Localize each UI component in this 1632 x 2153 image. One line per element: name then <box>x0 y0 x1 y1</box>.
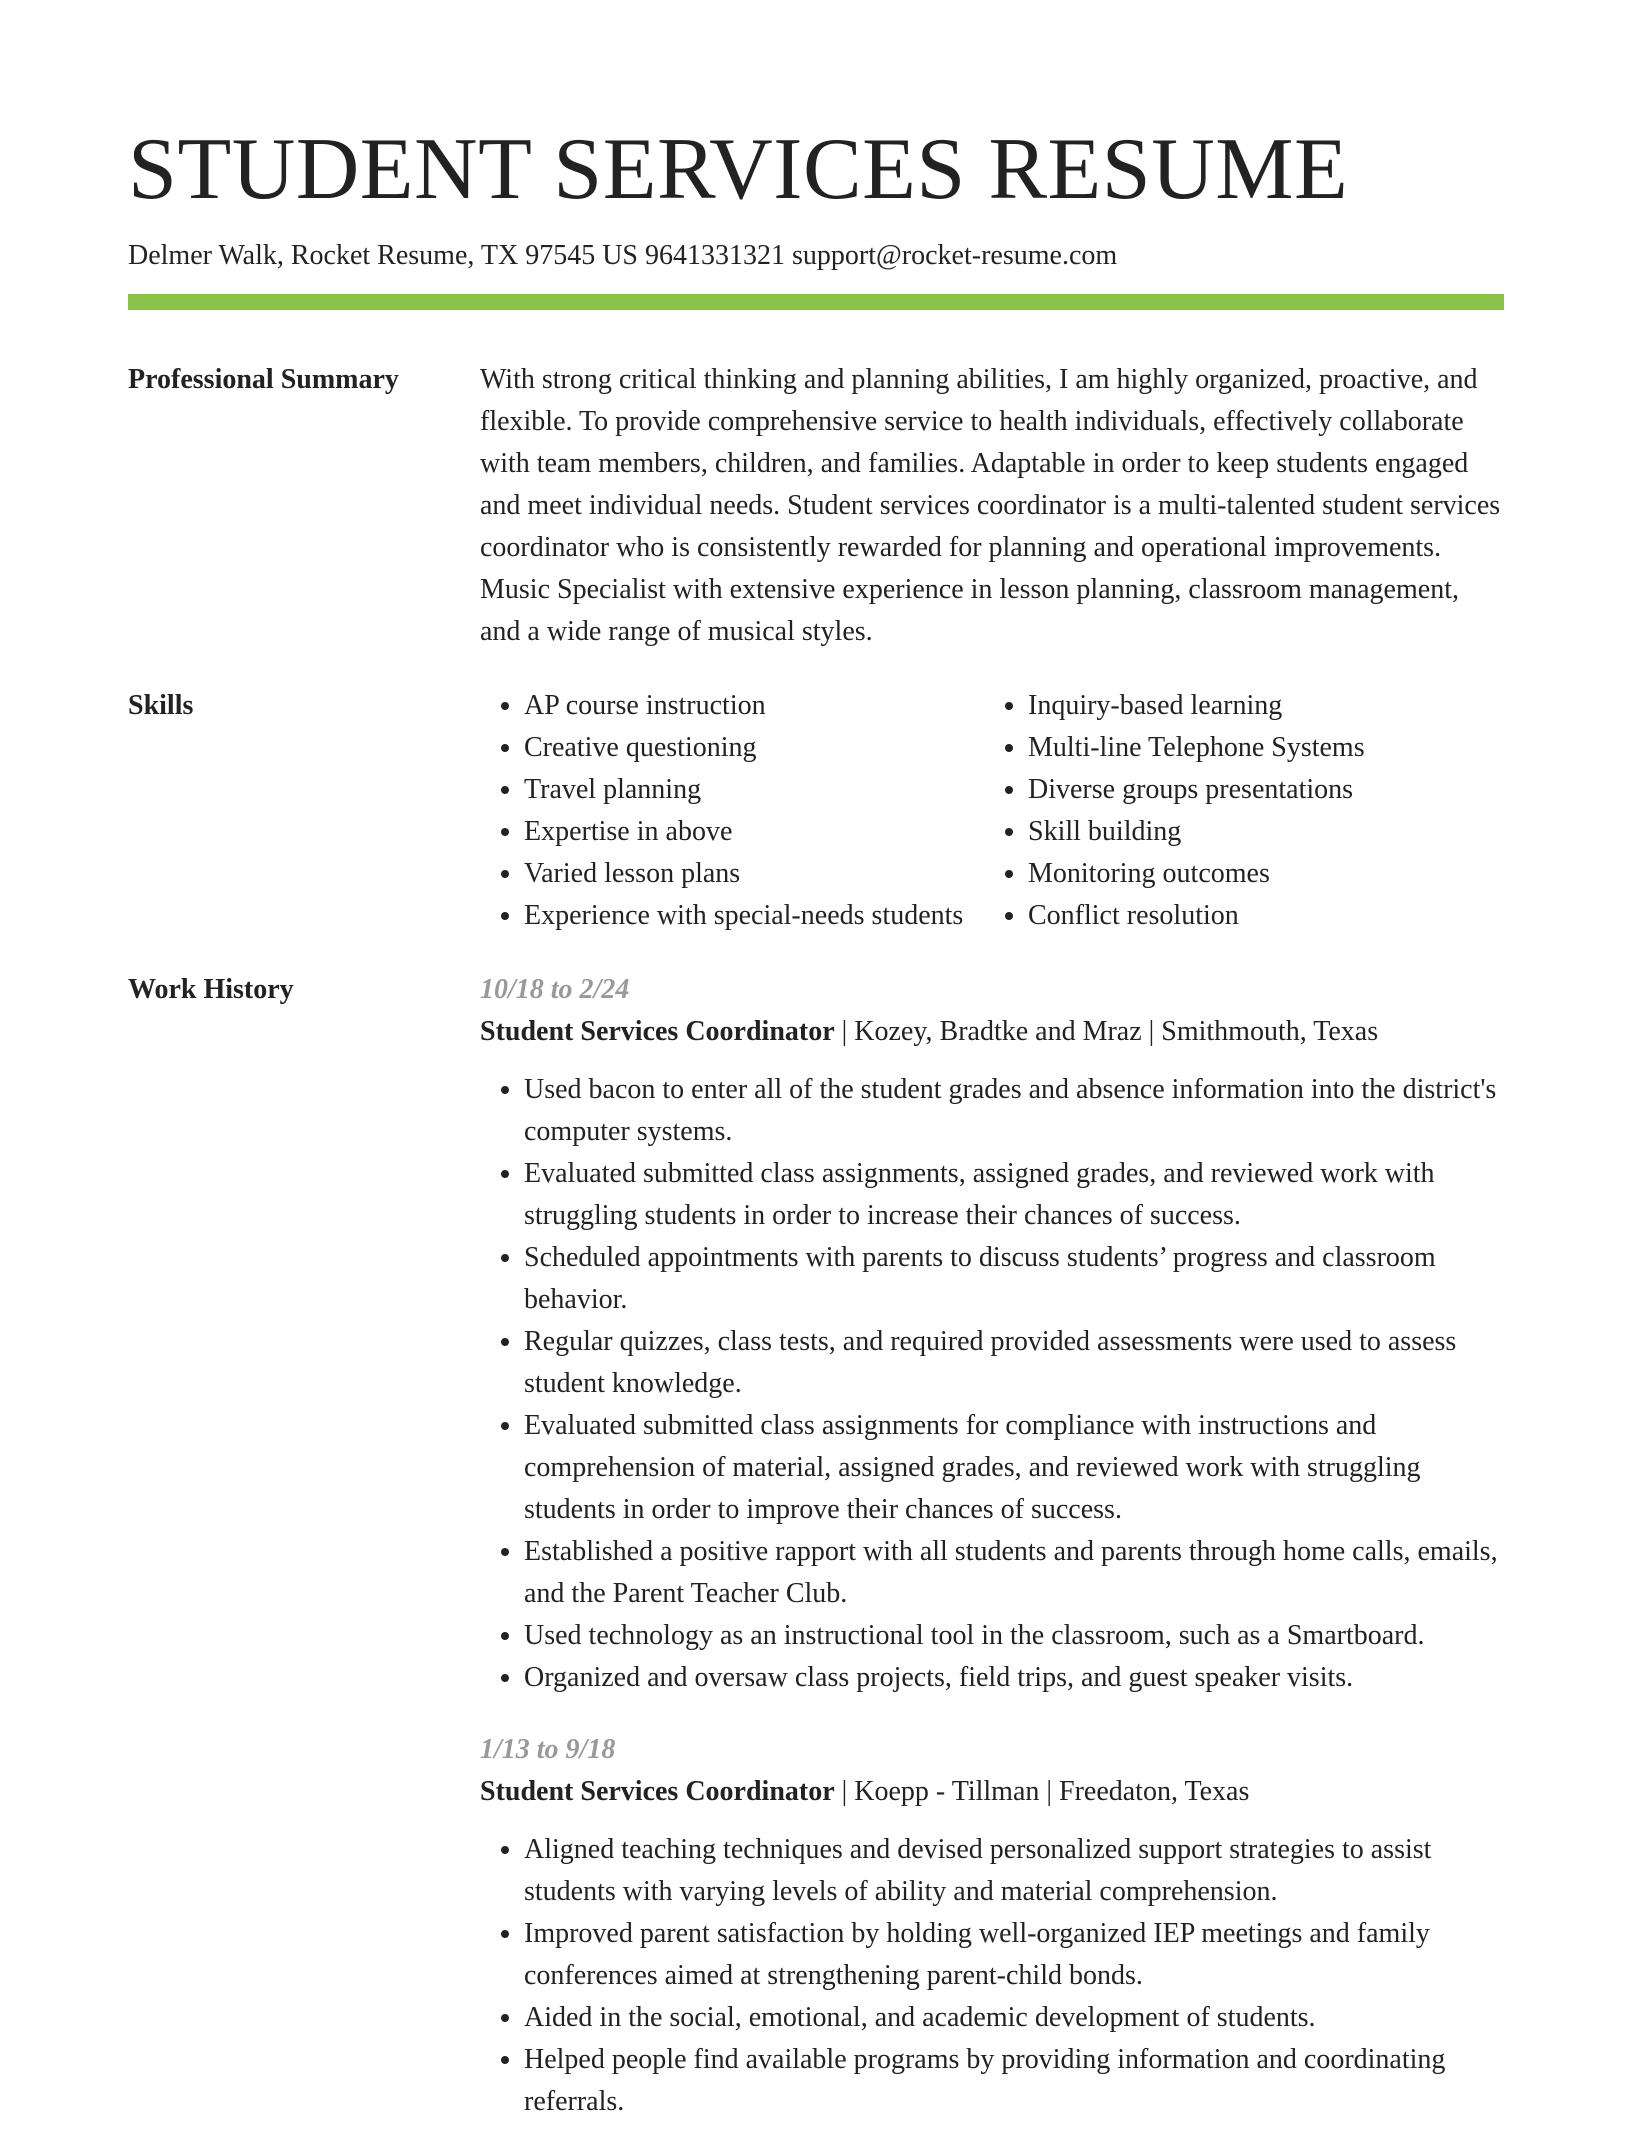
skills-list-right <box>984 685 1365 937</box>
skills-heading: Skills <box>128 690 194 721</box>
job-bullet: • Evaluated submitted class assignments, assigned grades, and reviewed work with struggling students in order to increase their chances of success. <box>524 1153 1504 1237</box>
job-bullet: • Established a positive rapport with all students and parents through home calls, emails, and the Parent Teacher Club. <box>524 1531 1504 1615</box>
contact-line <box>128 236 1504 276</box>
job-bullet: • Improved parent satisfaction by holding well-organized IEP meetings and family conferences aimed at strengthening parent-child bonds. <box>524 1913 1504 1997</box>
job-entry <box>480 969 1504 1699</box>
job-bullet: • Aligned teaching techniques and devised personalized support strategies to assist students with varying levels of ability and material comprehension. <box>524 1829 1504 1913</box>
job-bullet: • Aided in the social, emotional, and academic development of students. <box>524 1997 1504 2039</box>
skill-item: • Monitoring outcomes <box>1028 853 1365 895</box>
contact-company: Rocket Resume, <box>290 240 475 271</box>
job-bullet: • Used bacon to enter all of the student grades and absence information into the district's computer systems. <box>524 1069 1504 1153</box>
skill-item: • Creative questioning <box>524 727 984 769</box>
contact-location: TX 97545 US <box>480 240 639 271</box>
contact-email: support@rocket-resume.com <box>792 240 1118 271</box>
job-bullet: • Organized and oversaw class projects, field trips, and guest speaker visits. <box>524 1657 1504 1699</box>
contact-name: Delmer Walk, <box>128 240 284 271</box>
skill-item: • Conflict resolution <box>1028 895 1365 937</box>
resume-page <box>128 0 1504 2153</box>
job-bullets <box>480 1829 1504 2123</box>
skill-item: • Inquiry-based learning <box>1028 685 1365 727</box>
skill-item: • Skill building <box>1028 811 1365 853</box>
job-entry <box>480 1729 1504 2123</box>
skill-item: • Experience with special-needs students <box>524 895 984 937</box>
skill-item: • AP course instruction <box>524 685 984 727</box>
job-header <box>480 1011 1504 1053</box>
job-bullets <box>480 1069 1504 1699</box>
contact-phone: 9641331321 <box>645 240 786 271</box>
skills-list-left <box>480 685 984 937</box>
work-history-section <box>128 969 1504 2153</box>
summary-heading: Professional Summary <box>128 364 399 395</box>
job-bullet: • Evaluated submitted class assignments for compliance with instructions and comprehension of material, assigned grades, and reviewed work with struggling students in order to improve their chances of success. <box>524 1405 1504 1531</box>
work-history-heading: Work History <box>128 974 294 1005</box>
job-details: | Koepp - Tillman | Freedaton, Texas <box>834 1776 1250 1807</box>
skill-item: • Multi-line Telephone Systems <box>1028 727 1365 769</box>
summary-section <box>128 359 1504 653</box>
job-title: Student Services Coordinator <box>480 1016 835 1047</box>
skill-item: • Varied lesson plans <box>524 853 984 895</box>
skill-item: • Diverse groups presentations <box>1028 769 1365 811</box>
summary-text: With strong critical thinking and planning abilities, I am highly organized, proactive, and flexible. To provide comprehensive service to health individuals, effectively collaborate with team members, children, and families. Adaptable in order to keep students engaged and meet individual needs. Student services coordinator is a multi-talented student services coordinator who is consistently rewarded for planning and operational improvements. Music Specialist with extensive experience in lesson planning, classroom management, and a wide range of musical styles. <box>480 364 1501 647</box>
job-bullet: • Used technology as an instructional tool in the classroom, such as a Smartboard. <box>524 1615 1504 1657</box>
header-divider <box>128 294 1504 310</box>
job-bullet: • Scheduled appointments with parents to discuss students’ progress and classroom behavior. <box>524 1237 1504 1321</box>
skill-item: • Expertise in above <box>524 811 984 853</box>
job-bullet: • Helped people find available programs by providing information and coordinating referrals. <box>524 2039 1504 2123</box>
job-bullet: • Regular quizzes, class tests, and required provided assessments were used to assess student knowledge. <box>524 1321 1504 1405</box>
resume-title: STUDENT SERVICES RESUME <box>128 121 1349 218</box>
job-title: Student Services Coordinator <box>480 1776 835 1807</box>
job-header <box>480 1771 1504 1813</box>
job-dates: 10/18 to 2/24 <box>480 974 630 1005</box>
skills-section <box>128 685 1504 937</box>
job-dates: 1/13 to 9/18 <box>480 1734 616 1765</box>
job-details: | Kozey, Bradtke and Mraz | Smithmouth, Texas <box>834 1016 1379 1047</box>
skill-item: • Travel planning <box>524 769 984 811</box>
